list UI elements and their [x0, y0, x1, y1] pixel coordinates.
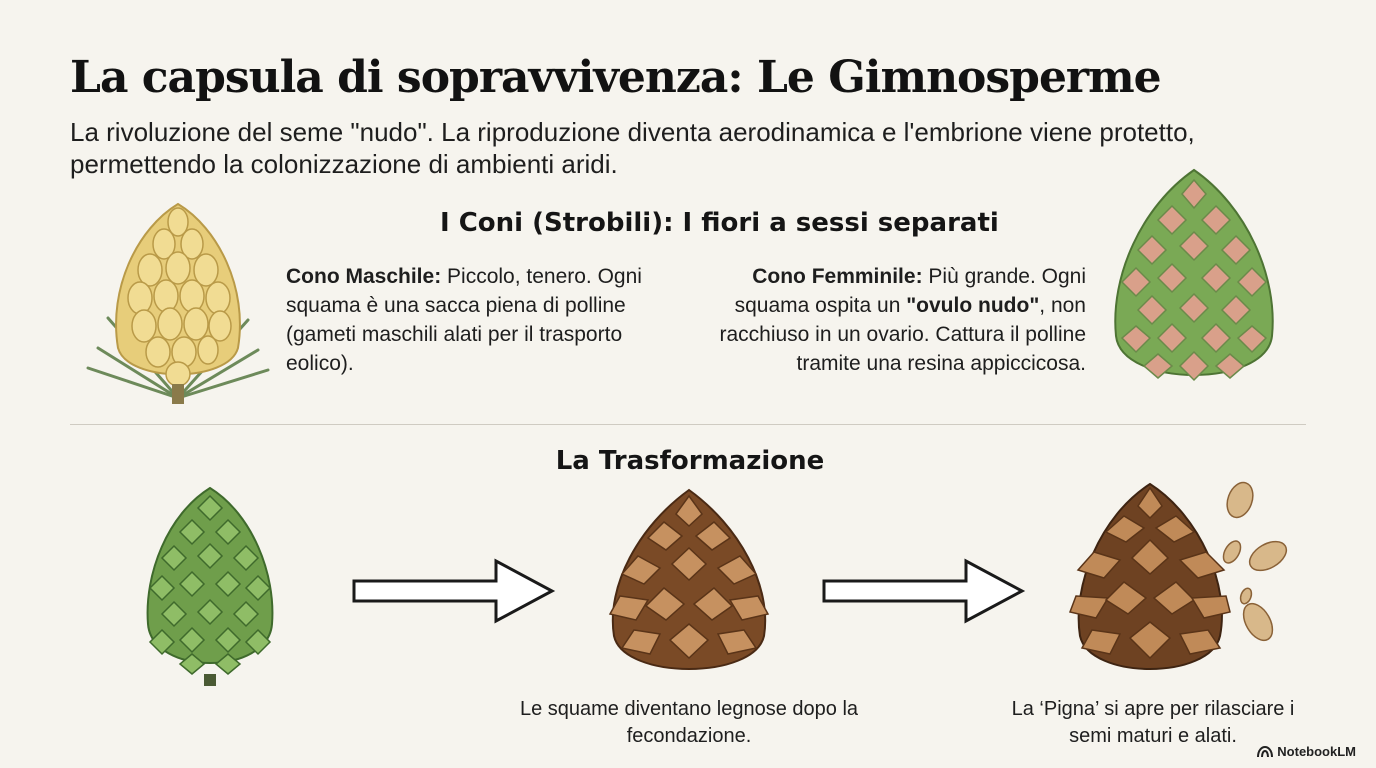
- woody-cone-illustration: [604, 486, 774, 686]
- ovulo-nudo-highlight: "ovulo nudo": [906, 294, 1040, 317]
- cones-heading: I Coni (Strobili): I fiori a sessi separati: [440, 208, 999, 238]
- male-cone-illustration: [88, 198, 268, 410]
- female-cone-description: [714, 262, 1086, 378]
- page-subtitle: La rivoluzione del seme "nudo". La riproduzione diventa aerodinamica e l'embrione viene protetto, permettendo la colonizzazione di ambienti aridi.: [70, 117, 1195, 179]
- brand-name: NotebookLM: [1277, 744, 1356, 759]
- step2-caption: Le squame diventano legnose dopo la fecondazione.: [519, 698, 859, 747]
- male-cone-text: Piccolo, tenero. Ogni squama è una sacca piena di polline (gameti maschili alati per il trasporto eolico).: [286, 265, 642, 375]
- step3-caption: La ‘Pigna’ si apre per rilasciare i semi maturi e alati.: [1011, 698, 1295, 747]
- female-cone-illustration: [1106, 166, 1282, 406]
- arrow-right-icon-2: [822, 558, 1026, 624]
- green-cone-illustration: [140, 484, 280, 690]
- male-cone-label: Cono Maschile:: [286, 265, 442, 288]
- arrow-right-icon: [352, 558, 556, 624]
- notebooklm-logo-icon: [1257, 746, 1273, 758]
- open-cone-illustration: [1070, 476, 1290, 692]
- section-divider: [70, 424, 1306, 425]
- female-cone-label: Cono Femminile:: [752, 265, 923, 288]
- brand-footer: [1257, 744, 1356, 759]
- female-cone-text-before: Più grande. Ogni squama ospita un: [734, 265, 1086, 317]
- female-cone-text-after: , non racchiuso in un ovario. Cattura il polline tramite una resina appiccicosa.: [719, 294, 1086, 375]
- transformation-heading: La Trasformazione: [555, 446, 825, 476]
- male-cone-description: [286, 262, 656, 378]
- page-title: La capsula di sopravvivenza: Le Gimnosperme: [70, 52, 1161, 103]
